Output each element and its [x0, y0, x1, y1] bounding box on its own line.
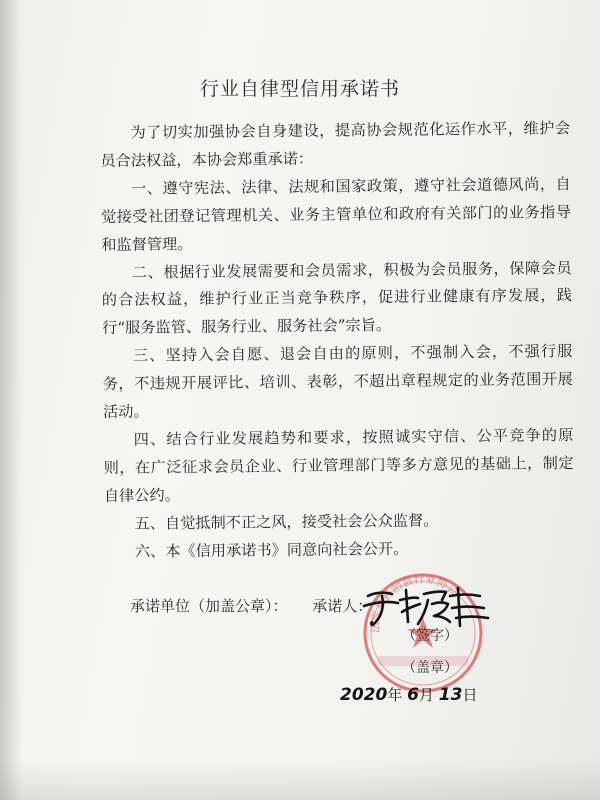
date-year: 2020	[340, 685, 388, 705]
sign-note: （签字）	[402, 628, 458, 644]
seal-text: 法库县自治县行业协会	[368, 572, 461, 634]
signer-label: 承诺人：	[312, 597, 373, 615]
clause-2: 二、根据行业发展需要和会员需求，积极为会员服务，保障会员的合法权益，维护行业正当竞争秩序，促进行业健康有序发展，践行“服务监管、服务行业、服务社会”宗旨。	[101, 258, 572, 338]
page-shadow-bottom	[0, 760, 600, 800]
clause-4: 四、结合行业发展趋势和要求，按照诚实守信、公平竞争的原则，在广泛征求会员企业、行业管理部门等多方意见的基础上，制定自律公约。	[103, 426, 574, 505]
signature-labels	[130, 595, 372, 616]
stamp-note: （盖章）	[402, 660, 458, 676]
clause-3: 三、坚持入会自愿、退会自由的原则，不强制入会，不强行服务，不违规开展评比、培训、表彰，不超出章程规定的业务范围开展活动。	[102, 342, 573, 422]
clause-6: 六、本《信用承诺书》同意向社会公开。	[134, 539, 409, 561]
clause-1: 一、遵守宪法、法律、法规和国家政策，遵守社会道德风尚，自觉接受社团登记管理机关、业务主管单位和政府有关部门的业务指导和监督管理。	[100, 174, 572, 254]
page-shadow-left	[0, 0, 22, 800]
intro-paragraph: 为了切实加强协会自身建设，提高协会规范化运作水平，维护会员合法权益，本协会郑重承诺：	[100, 119, 571, 170]
date-month-unit: 月	[418, 686, 434, 704]
date-day-unit: 日	[462, 686, 478, 704]
commitment-unit-label: 承诺单位（加盖公章）：	[130, 597, 288, 615]
handwritten-date	[340, 684, 477, 710]
document-body	[100, 115, 575, 566]
date-month: 6	[407, 685, 419, 705]
date-day: 13	[438, 685, 463, 705]
date-year-unit: 年	[387, 686, 403, 704]
clause-5: 五、自觉抵制不正之风，接受社会公众监督。	[134, 511, 439, 533]
document-title: 行业自律型信用承诺书	[199, 78, 400, 100]
